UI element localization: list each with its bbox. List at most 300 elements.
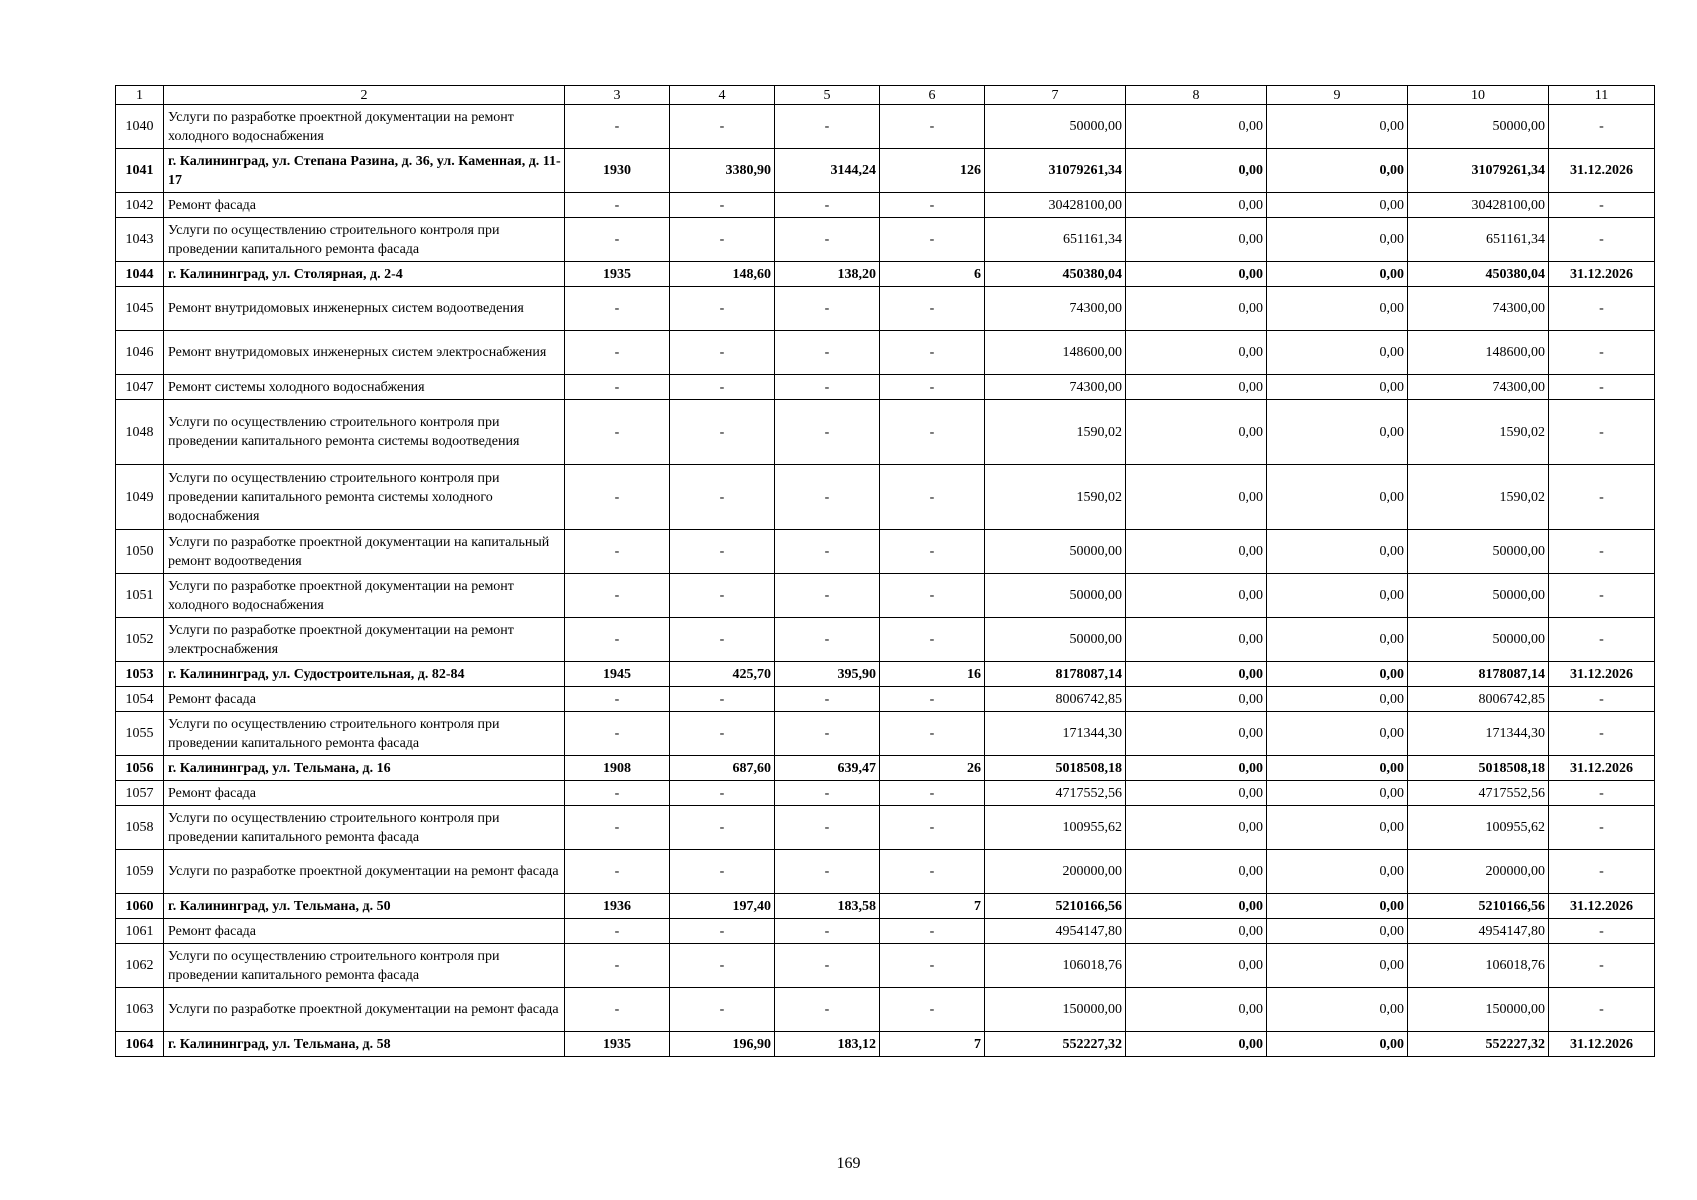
residential-area-cell: - bbox=[775, 806, 880, 850]
work-item-row bbox=[116, 465, 1655, 530]
total-area-cell: - bbox=[670, 530, 775, 574]
budget-funds-cell: 0,00 bbox=[1267, 218, 1408, 262]
owner-funds-cell: 552227,32 bbox=[1408, 1032, 1549, 1057]
total-cost-cell: 651161,34 bbox=[985, 218, 1126, 262]
total-cost-cell: 8006742,85 bbox=[985, 687, 1126, 712]
description-cell: Услуги по разработке проектной документации на ремонт электроснабжения bbox=[164, 618, 565, 662]
description-cell: Ремонт системы холодного водоснабжения bbox=[164, 375, 565, 400]
year-built-cell: - bbox=[565, 105, 670, 149]
row-number-cell: 1059 bbox=[116, 850, 164, 894]
residents-count-cell: - bbox=[880, 944, 985, 988]
subsidy-cell: 0,00 bbox=[1126, 618, 1267, 662]
budget-funds-cell: 0,00 bbox=[1267, 712, 1408, 756]
subsidy-cell: 0,00 bbox=[1126, 919, 1267, 944]
completion-date-cell: - bbox=[1549, 105, 1655, 149]
residents-count-cell: - bbox=[880, 781, 985, 806]
subsidy-cell: 0,00 bbox=[1126, 530, 1267, 574]
total-area-cell: - bbox=[670, 687, 775, 712]
residents-count-cell: - bbox=[880, 806, 985, 850]
description-cell: г. Калининград, ул. Судостроительная, д. 82-84 bbox=[164, 662, 565, 687]
year-built-cell: - bbox=[565, 465, 670, 530]
residents-count-cell: - bbox=[880, 919, 985, 944]
residents-count-cell: 7 bbox=[880, 894, 985, 919]
description-cell: Ремонт фасада bbox=[164, 687, 565, 712]
completion-date-cell: - bbox=[1549, 781, 1655, 806]
owner-funds-cell: 100955,62 bbox=[1408, 806, 1549, 850]
subsidy-cell: 0,00 bbox=[1126, 988, 1267, 1032]
total-cost-cell: 5018508,18 bbox=[985, 756, 1126, 781]
total-cost-cell: 100955,62 bbox=[985, 806, 1126, 850]
completion-date-cell: - bbox=[1549, 193, 1655, 218]
work-item-row bbox=[116, 781, 1655, 806]
owner-funds-cell: 1590,02 bbox=[1408, 465, 1549, 530]
work-item-row bbox=[116, 331, 1655, 375]
total-cost-cell: 4717552,56 bbox=[985, 781, 1126, 806]
residents-count-cell: - bbox=[880, 530, 985, 574]
completion-date-cell: - bbox=[1549, 687, 1655, 712]
work-item-row bbox=[116, 287, 1655, 331]
budget-funds-cell: 0,00 bbox=[1267, 105, 1408, 149]
completion-date-cell: - bbox=[1549, 919, 1655, 944]
completion-date-cell: - bbox=[1549, 850, 1655, 894]
column-header: 1 bbox=[116, 86, 164, 105]
total-area-cell: - bbox=[670, 850, 775, 894]
subsidy-cell: 0,00 bbox=[1126, 375, 1267, 400]
row-number-cell: 1061 bbox=[116, 919, 164, 944]
description-cell: Ремонт внутридомовых инженерных систем электроснабжения bbox=[164, 331, 565, 375]
budget-funds-cell: 0,00 bbox=[1267, 149, 1408, 193]
subsidy-cell: 0,00 bbox=[1126, 756, 1267, 781]
completion-date-cell: - bbox=[1549, 806, 1655, 850]
total-area-cell: - bbox=[670, 781, 775, 806]
residential-area-cell: - bbox=[775, 331, 880, 375]
year-built-cell: 1935 bbox=[565, 262, 670, 287]
budget-funds-cell: 0,00 bbox=[1267, 400, 1408, 465]
budget-funds-cell: 0,00 bbox=[1267, 919, 1408, 944]
budget-funds-cell: 0,00 bbox=[1267, 331, 1408, 375]
residential-area-cell: - bbox=[775, 781, 880, 806]
description-cell: г. Калининград, ул. Тельмана, д. 50 bbox=[164, 894, 565, 919]
budget-funds-cell: 0,00 bbox=[1267, 465, 1408, 530]
residential-area-cell: 395,90 bbox=[775, 662, 880, 687]
total-area-cell: - bbox=[670, 375, 775, 400]
subsidy-cell: 0,00 bbox=[1126, 105, 1267, 149]
description-cell: Услуги по разработке проектной документации на капитальный ремонт водоотведения bbox=[164, 530, 565, 574]
description-cell: Услуги по осуществлению строительного контроля при проведении капитального ремонта фасада bbox=[164, 712, 565, 756]
total-cost-cell: 30428100,00 bbox=[985, 193, 1126, 218]
owner-funds-cell: 1590,02 bbox=[1408, 400, 1549, 465]
completion-date-cell: - bbox=[1549, 465, 1655, 530]
total-area-cell: - bbox=[670, 331, 775, 375]
residents-count-cell: - bbox=[880, 618, 985, 662]
total-area-cell: - bbox=[670, 712, 775, 756]
row-number-cell: 1054 bbox=[116, 687, 164, 712]
residential-area-cell: 183,12 bbox=[775, 1032, 880, 1057]
owner-funds-cell: 50000,00 bbox=[1408, 105, 1549, 149]
year-built-cell: - bbox=[565, 375, 670, 400]
owner-funds-cell: 74300,00 bbox=[1408, 375, 1549, 400]
row-number-cell: 1043 bbox=[116, 218, 164, 262]
subsidy-cell: 0,00 bbox=[1126, 1032, 1267, 1057]
total-area-cell: - bbox=[670, 806, 775, 850]
residential-area-cell: - bbox=[775, 287, 880, 331]
year-built-cell: - bbox=[565, 287, 670, 331]
row-number-cell: 1040 bbox=[116, 105, 164, 149]
total-cost-cell: 200000,00 bbox=[985, 850, 1126, 894]
row-number-cell: 1062 bbox=[116, 944, 164, 988]
row-number-cell: 1041 bbox=[116, 149, 164, 193]
owner-funds-cell: 171344,30 bbox=[1408, 712, 1549, 756]
residential-area-cell: - bbox=[775, 618, 880, 662]
residents-count-cell: - bbox=[880, 375, 985, 400]
owner-funds-cell: 5018508,18 bbox=[1408, 756, 1549, 781]
total-area-cell: 148,60 bbox=[670, 262, 775, 287]
residents-count-cell: 7 bbox=[880, 1032, 985, 1057]
total-cost-cell: 450380,04 bbox=[985, 262, 1126, 287]
total-cost-cell: 552227,32 bbox=[985, 1032, 1126, 1057]
subsidy-cell: 0,00 bbox=[1126, 806, 1267, 850]
row-number-cell: 1051 bbox=[116, 574, 164, 618]
total-cost-cell: 4954147,80 bbox=[985, 919, 1126, 944]
residential-area-cell: - bbox=[775, 687, 880, 712]
subsidy-cell: 0,00 bbox=[1126, 400, 1267, 465]
description-cell: Услуги по разработке проектной документации на ремонт холодного водоснабжения bbox=[164, 574, 565, 618]
owner-funds-cell: 8006742,85 bbox=[1408, 687, 1549, 712]
completion-date-cell: - bbox=[1549, 375, 1655, 400]
total-cost-cell: 31079261,34 bbox=[985, 149, 1126, 193]
residents-count-cell: - bbox=[880, 218, 985, 262]
subsidy-cell: 0,00 bbox=[1126, 193, 1267, 218]
work-item-row bbox=[116, 850, 1655, 894]
residential-area-cell: 183,58 bbox=[775, 894, 880, 919]
residential-area-cell: - bbox=[775, 193, 880, 218]
total-area-cell: 3380,90 bbox=[670, 149, 775, 193]
subsidy-cell: 0,00 bbox=[1126, 894, 1267, 919]
description-cell: Ремонт фасада bbox=[164, 193, 565, 218]
column-header: 4 bbox=[670, 86, 775, 105]
table-body bbox=[116, 86, 1655, 1057]
work-item-row bbox=[116, 218, 1655, 262]
address-row bbox=[116, 894, 1655, 919]
row-number-cell: 1052 bbox=[116, 618, 164, 662]
total-area-cell: - bbox=[670, 193, 775, 218]
residents-count-cell: 16 bbox=[880, 662, 985, 687]
completion-date-cell: - bbox=[1549, 988, 1655, 1032]
owner-funds-cell: 106018,76 bbox=[1408, 944, 1549, 988]
owner-funds-cell: 74300,00 bbox=[1408, 287, 1549, 331]
residents-count-cell: - bbox=[880, 400, 985, 465]
description-cell: Ремонт фасада bbox=[164, 919, 565, 944]
owner-funds-cell: 31079261,34 bbox=[1408, 149, 1549, 193]
row-number-cell: 1050 bbox=[116, 530, 164, 574]
year-built-cell: 1930 bbox=[565, 149, 670, 193]
total-area-cell: - bbox=[670, 400, 775, 465]
row-number-cell: 1063 bbox=[116, 988, 164, 1032]
year-built-cell: - bbox=[565, 530, 670, 574]
work-item-row bbox=[116, 530, 1655, 574]
work-item-row bbox=[116, 618, 1655, 662]
work-item-row bbox=[116, 712, 1655, 756]
description-cell: Услуги по осуществлению строительного контроля при проведении капитального ремонта системы холодного водоснабжения bbox=[164, 465, 565, 530]
residents-count-cell: 126 bbox=[880, 149, 985, 193]
year-built-cell: - bbox=[565, 218, 670, 262]
year-built-cell: - bbox=[565, 618, 670, 662]
row-number-cell: 1049 bbox=[116, 465, 164, 530]
residents-count-cell: 26 bbox=[880, 756, 985, 781]
year-built-cell: - bbox=[565, 944, 670, 988]
residential-area-cell: - bbox=[775, 400, 880, 465]
budget-funds-cell: 0,00 bbox=[1267, 530, 1408, 574]
description-cell: г. Калининград, ул. Тельмана, д. 58 bbox=[164, 1032, 565, 1057]
total-area-cell: - bbox=[670, 574, 775, 618]
row-number-cell: 1064 bbox=[116, 1032, 164, 1057]
total-cost-cell: 50000,00 bbox=[985, 105, 1126, 149]
column-header: 2 bbox=[164, 86, 565, 105]
budget-funds-cell: 0,00 bbox=[1267, 944, 1408, 988]
description-cell: Услуги по разработке проектной документации на ремонт фасада bbox=[164, 988, 565, 1032]
owner-funds-cell: 30428100,00 bbox=[1408, 193, 1549, 218]
subsidy-cell: 0,00 bbox=[1126, 149, 1267, 193]
year-built-cell: - bbox=[565, 850, 670, 894]
total-cost-cell: 148600,00 bbox=[985, 331, 1126, 375]
description-cell: г. Калининград, ул. Столярная, д. 2-4 bbox=[164, 262, 565, 287]
capital-repair-table bbox=[115, 85, 1655, 1057]
total-area-cell: - bbox=[670, 105, 775, 149]
row-number-cell: 1048 bbox=[116, 400, 164, 465]
budget-funds-cell: 0,00 bbox=[1267, 806, 1408, 850]
total-area-cell: - bbox=[670, 218, 775, 262]
total-area-cell: - bbox=[670, 988, 775, 1032]
subsidy-cell: 0,00 bbox=[1126, 331, 1267, 375]
column-header: 9 bbox=[1267, 86, 1408, 105]
address-row bbox=[116, 1032, 1655, 1057]
row-number-cell: 1053 bbox=[116, 662, 164, 687]
owner-funds-cell: 50000,00 bbox=[1408, 618, 1549, 662]
address-row bbox=[116, 262, 1655, 287]
total-cost-cell: 106018,76 bbox=[985, 944, 1126, 988]
budget-funds-cell: 0,00 bbox=[1267, 988, 1408, 1032]
residential-area-cell: 3144,24 bbox=[775, 149, 880, 193]
subsidy-cell: 0,00 bbox=[1126, 712, 1267, 756]
budget-funds-cell: 0,00 bbox=[1267, 574, 1408, 618]
year-built-cell: - bbox=[565, 193, 670, 218]
row-number-cell: 1055 bbox=[116, 712, 164, 756]
residents-count-cell: - bbox=[880, 465, 985, 530]
owner-funds-cell: 200000,00 bbox=[1408, 850, 1549, 894]
total-area-cell: 196,90 bbox=[670, 1032, 775, 1057]
description-cell: Ремонт внутридомовых инженерных систем водоотведения bbox=[164, 287, 565, 331]
residential-area-cell: - bbox=[775, 530, 880, 574]
completion-date-cell: - bbox=[1549, 287, 1655, 331]
year-built-cell: 1945 bbox=[565, 662, 670, 687]
row-number-cell: 1058 bbox=[116, 806, 164, 850]
description-cell: г. Калининград, ул. Тельмана, д. 16 bbox=[164, 756, 565, 781]
year-built-cell: 1936 bbox=[565, 894, 670, 919]
residents-count-cell: - bbox=[880, 105, 985, 149]
subsidy-cell: 0,00 bbox=[1126, 850, 1267, 894]
total-area-cell: 687,60 bbox=[670, 756, 775, 781]
total-cost-cell: 5210166,56 bbox=[985, 894, 1126, 919]
total-cost-cell: 50000,00 bbox=[985, 574, 1126, 618]
budget-funds-cell: 0,00 bbox=[1267, 262, 1408, 287]
year-built-cell: - bbox=[565, 331, 670, 375]
total-area-cell: - bbox=[670, 287, 775, 331]
description-cell: Услуги по осуществлению строительного контроля при проведении капитального ремонта фасада bbox=[164, 806, 565, 850]
residents-count-cell: - bbox=[880, 331, 985, 375]
column-header: 11 bbox=[1549, 86, 1655, 105]
completion-date-cell: - bbox=[1549, 331, 1655, 375]
column-number-header-row bbox=[116, 86, 1655, 105]
work-item-row bbox=[116, 375, 1655, 400]
work-item-row bbox=[116, 944, 1655, 988]
budget-funds-cell: 0,00 bbox=[1267, 193, 1408, 218]
total-area-cell: 425,70 bbox=[670, 662, 775, 687]
total-cost-cell: 8178087,14 bbox=[985, 662, 1126, 687]
completion-date-cell: - bbox=[1549, 530, 1655, 574]
residents-count-cell: - bbox=[880, 850, 985, 894]
column-header: 7 bbox=[985, 86, 1126, 105]
row-number-cell: 1057 bbox=[116, 781, 164, 806]
address-row bbox=[116, 756, 1655, 781]
address-row bbox=[116, 149, 1655, 193]
total-cost-cell: 74300,00 bbox=[985, 287, 1126, 331]
work-item-row bbox=[116, 806, 1655, 850]
column-header: 10 bbox=[1408, 86, 1549, 105]
residents-count-cell: - bbox=[880, 193, 985, 218]
year-built-cell: - bbox=[565, 712, 670, 756]
residents-count-cell: - bbox=[880, 287, 985, 331]
row-number-cell: 1046 bbox=[116, 331, 164, 375]
total-area-cell: - bbox=[670, 618, 775, 662]
completion-date-cell: 31.12.2026 bbox=[1549, 262, 1655, 287]
year-built-cell: - bbox=[565, 574, 670, 618]
total-cost-cell: 1590,02 bbox=[985, 465, 1126, 530]
residents-count-cell: - bbox=[880, 988, 985, 1032]
residential-area-cell: - bbox=[775, 218, 880, 262]
budget-funds-cell: 0,00 bbox=[1267, 756, 1408, 781]
residential-area-cell: - bbox=[775, 850, 880, 894]
budget-funds-cell: 0,00 bbox=[1267, 618, 1408, 662]
owner-funds-cell: 651161,34 bbox=[1408, 218, 1549, 262]
work-item-row bbox=[116, 105, 1655, 149]
description-cell: Услуги по осуществлению строительного контроля при проведении капитального ремонта фасада bbox=[164, 218, 565, 262]
year-built-cell: - bbox=[565, 988, 670, 1032]
completion-date-cell: - bbox=[1549, 574, 1655, 618]
residential-area-cell: 138,20 bbox=[775, 262, 880, 287]
completion-date-cell: 31.12.2026 bbox=[1549, 894, 1655, 919]
total-area-cell: 197,40 bbox=[670, 894, 775, 919]
description-cell: Ремонт фасада bbox=[164, 781, 565, 806]
subsidy-cell: 0,00 bbox=[1126, 662, 1267, 687]
owner-funds-cell: 8178087,14 bbox=[1408, 662, 1549, 687]
completion-date-cell: - bbox=[1549, 712, 1655, 756]
residential-area-cell: - bbox=[775, 465, 880, 530]
year-built-cell: 1935 bbox=[565, 1032, 670, 1057]
owner-funds-cell: 4717552,56 bbox=[1408, 781, 1549, 806]
description-cell: Услуги по осуществлению строительного контроля при проведении капитального ремонта фасада bbox=[164, 944, 565, 988]
completion-date-cell: 31.12.2026 bbox=[1549, 756, 1655, 781]
owner-funds-cell: 450380,04 bbox=[1408, 262, 1549, 287]
owner-funds-cell: 5210166,56 bbox=[1408, 894, 1549, 919]
work-item-row bbox=[116, 988, 1655, 1032]
residents-count-cell: - bbox=[880, 687, 985, 712]
total-area-cell: - bbox=[670, 944, 775, 988]
subsidy-cell: 0,00 bbox=[1126, 287, 1267, 331]
owner-funds-cell: 150000,00 bbox=[1408, 988, 1549, 1032]
year-built-cell: - bbox=[565, 400, 670, 465]
total-cost-cell: 50000,00 bbox=[985, 530, 1126, 574]
completion-date-cell: 31.12.2026 bbox=[1549, 662, 1655, 687]
residents-count-cell: - bbox=[880, 574, 985, 618]
work-item-row bbox=[116, 400, 1655, 465]
total-cost-cell: 150000,00 bbox=[985, 988, 1126, 1032]
budget-funds-cell: 0,00 bbox=[1267, 662, 1408, 687]
work-item-row bbox=[116, 193, 1655, 218]
residential-area-cell: 639,47 bbox=[775, 756, 880, 781]
total-cost-cell: 171344,30 bbox=[985, 712, 1126, 756]
residents-count-cell: - bbox=[880, 712, 985, 756]
budget-funds-cell: 0,00 bbox=[1267, 894, 1408, 919]
column-header: 5 bbox=[775, 86, 880, 105]
description-cell: Услуги по разработке проектной документации на ремонт холодного водоснабжения bbox=[164, 105, 565, 149]
budget-funds-cell: 0,00 bbox=[1267, 781, 1408, 806]
row-number-cell: 1045 bbox=[116, 287, 164, 331]
year-built-cell: - bbox=[565, 781, 670, 806]
budget-funds-cell: 0,00 bbox=[1267, 687, 1408, 712]
owner-funds-cell: 148600,00 bbox=[1408, 331, 1549, 375]
work-item-row bbox=[116, 687, 1655, 712]
residential-area-cell: - bbox=[775, 574, 880, 618]
completion-date-cell: 31.12.2026 bbox=[1549, 149, 1655, 193]
residential-area-cell: - bbox=[775, 988, 880, 1032]
completion-date-cell: 31.12.2026 bbox=[1549, 1032, 1655, 1057]
budget-funds-cell: 0,00 bbox=[1267, 850, 1408, 894]
residents-count-cell: 6 bbox=[880, 262, 985, 287]
completion-date-cell: - bbox=[1549, 618, 1655, 662]
row-number-cell: 1044 bbox=[116, 262, 164, 287]
budget-funds-cell: 0,00 bbox=[1267, 1032, 1408, 1057]
total-cost-cell: 1590,02 bbox=[985, 400, 1126, 465]
row-number-cell: 1056 bbox=[116, 756, 164, 781]
column-header: 8 bbox=[1126, 86, 1267, 105]
budget-funds-cell: 0,00 bbox=[1267, 287, 1408, 331]
owner-funds-cell: 50000,00 bbox=[1408, 574, 1549, 618]
description-cell: Услуги по осуществлению строительного контроля при проведении капитального ремонта системы водоотведения bbox=[164, 400, 565, 465]
row-number-cell: 1047 bbox=[116, 375, 164, 400]
row-number-cell: 1060 bbox=[116, 894, 164, 919]
completion-date-cell: - bbox=[1549, 218, 1655, 262]
subsidy-cell: 0,00 bbox=[1126, 781, 1267, 806]
column-header: 6 bbox=[880, 86, 985, 105]
subsidy-cell: 0,00 bbox=[1126, 687, 1267, 712]
page-number: 169 bbox=[836, 1155, 861, 1172]
total-cost-cell: 74300,00 bbox=[985, 375, 1126, 400]
description-cell: г. Калининград, ул. Степана Разина, д. 36, ул. Каменная, д. 11-17 bbox=[164, 149, 565, 193]
owner-funds-cell: 50000,00 bbox=[1408, 530, 1549, 574]
description-cell: Услуги по разработке проектной документации на ремонт фасада bbox=[164, 850, 565, 894]
subsidy-cell: 0,00 bbox=[1126, 574, 1267, 618]
budget-funds-cell: 0,00 bbox=[1267, 375, 1408, 400]
year-built-cell: - bbox=[565, 919, 670, 944]
subsidy-cell: 0,00 bbox=[1126, 262, 1267, 287]
subsidy-cell: 0,00 bbox=[1126, 944, 1267, 988]
work-item-row bbox=[116, 574, 1655, 618]
subsidy-cell: 0,00 bbox=[1126, 218, 1267, 262]
year-built-cell: 1908 bbox=[565, 756, 670, 781]
year-built-cell: - bbox=[565, 806, 670, 850]
address-row bbox=[116, 662, 1655, 687]
column-header: 3 bbox=[565, 86, 670, 105]
